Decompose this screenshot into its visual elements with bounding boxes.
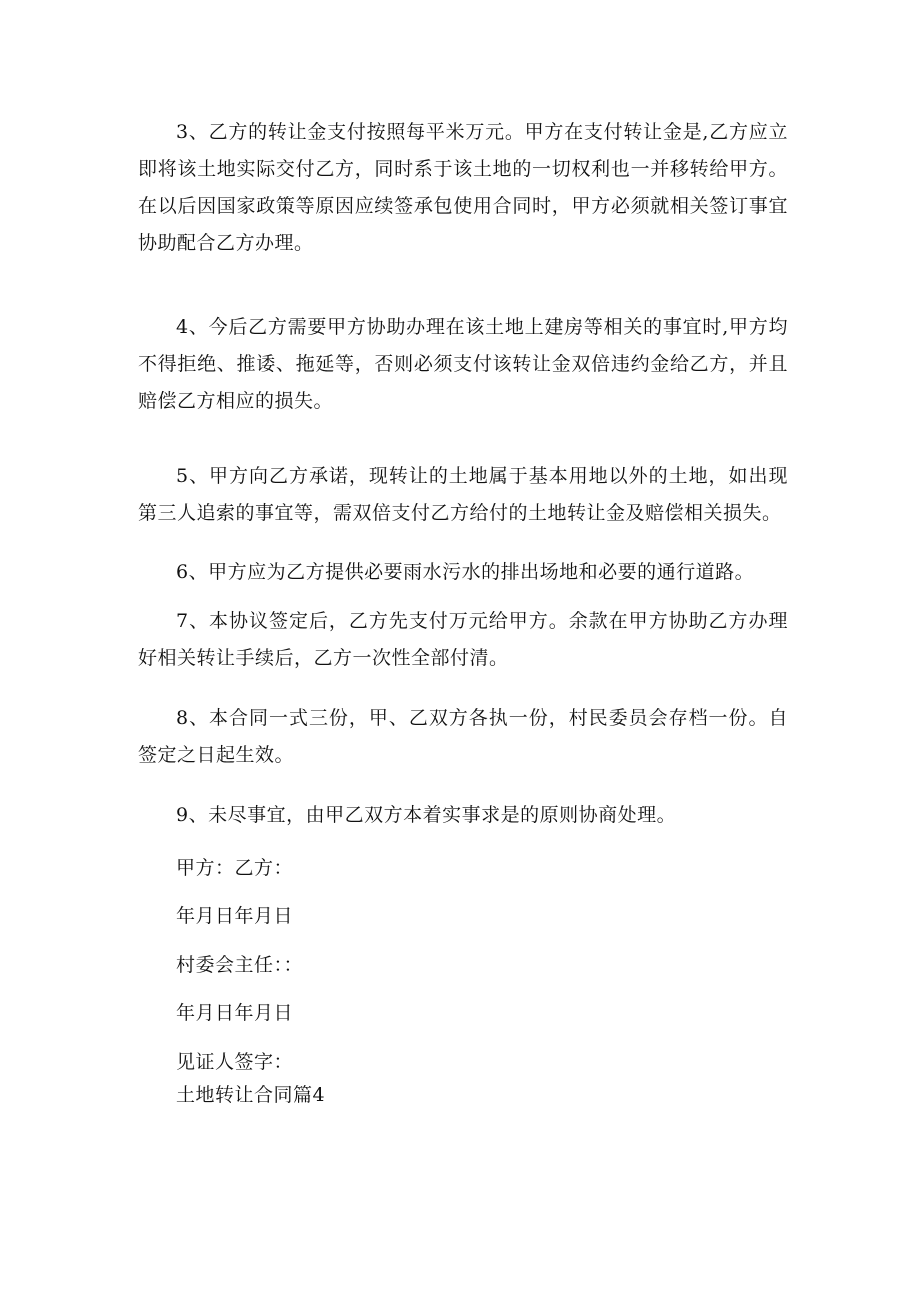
clause-7: 7、本协议签定后，乙方先支付万元给甲方。余款在甲方协助乙方办理好相关转让手续后，乙方一次性全部付清。 (138, 610, 788, 669)
party-signature-line: 甲方：乙方： (176, 857, 294, 879)
village-director-line: 村委会主任：： (176, 954, 304, 976)
clause-3: 3、乙方的转让金支付按照每平米万元。甲方在支付转让金是,乙方应立即将该土地实际交付乙方，同时系于该土地的一切权利也一并移转给甲方。在以后因国家政策等原因应续签承包使用合同时，甲方必须就相关签订事宜协助配合乙方办理。 (138, 121, 788, 254)
clause-8: 8、本合同一式三份，甲、乙双方各执一份，村民委员会存档一份。自签定之日起生效。 (138, 707, 788, 766)
clause-4: 4、今后乙方需要甲方协助办理在该土地上建房等相关的事宜时,甲方均不得拒绝、推诿、拖延等，否则必须支付该转让金双倍违约金给乙方，并且赔偿乙方相应的损失。 (138, 316, 788, 412)
date-line-2: 年月日年月日 (176, 1002, 294, 1024)
witness-signature-line: 见证人签字： (176, 1051, 294, 1073)
clause-5: 5、甲方向乙方承诺，现转让的土地属于基本用地以外的土地，如出现第三人追索的事宜等，需双倍支付乙方给付的土地转让金及赔偿相关损失。 (138, 465, 788, 524)
clause-9: 9、未尽事宜，由甲乙双方本着实事求是的原则协商处理。 (176, 804, 677, 826)
section-heading: 土地转让合同篇4 (176, 1084, 326, 1106)
date-line-1: 年月日年月日 (176, 905, 294, 927)
clause-6: 6、甲方应为乙方提供必要雨水污水的排出场地和必要的通行道路。 (176, 561, 755, 583)
